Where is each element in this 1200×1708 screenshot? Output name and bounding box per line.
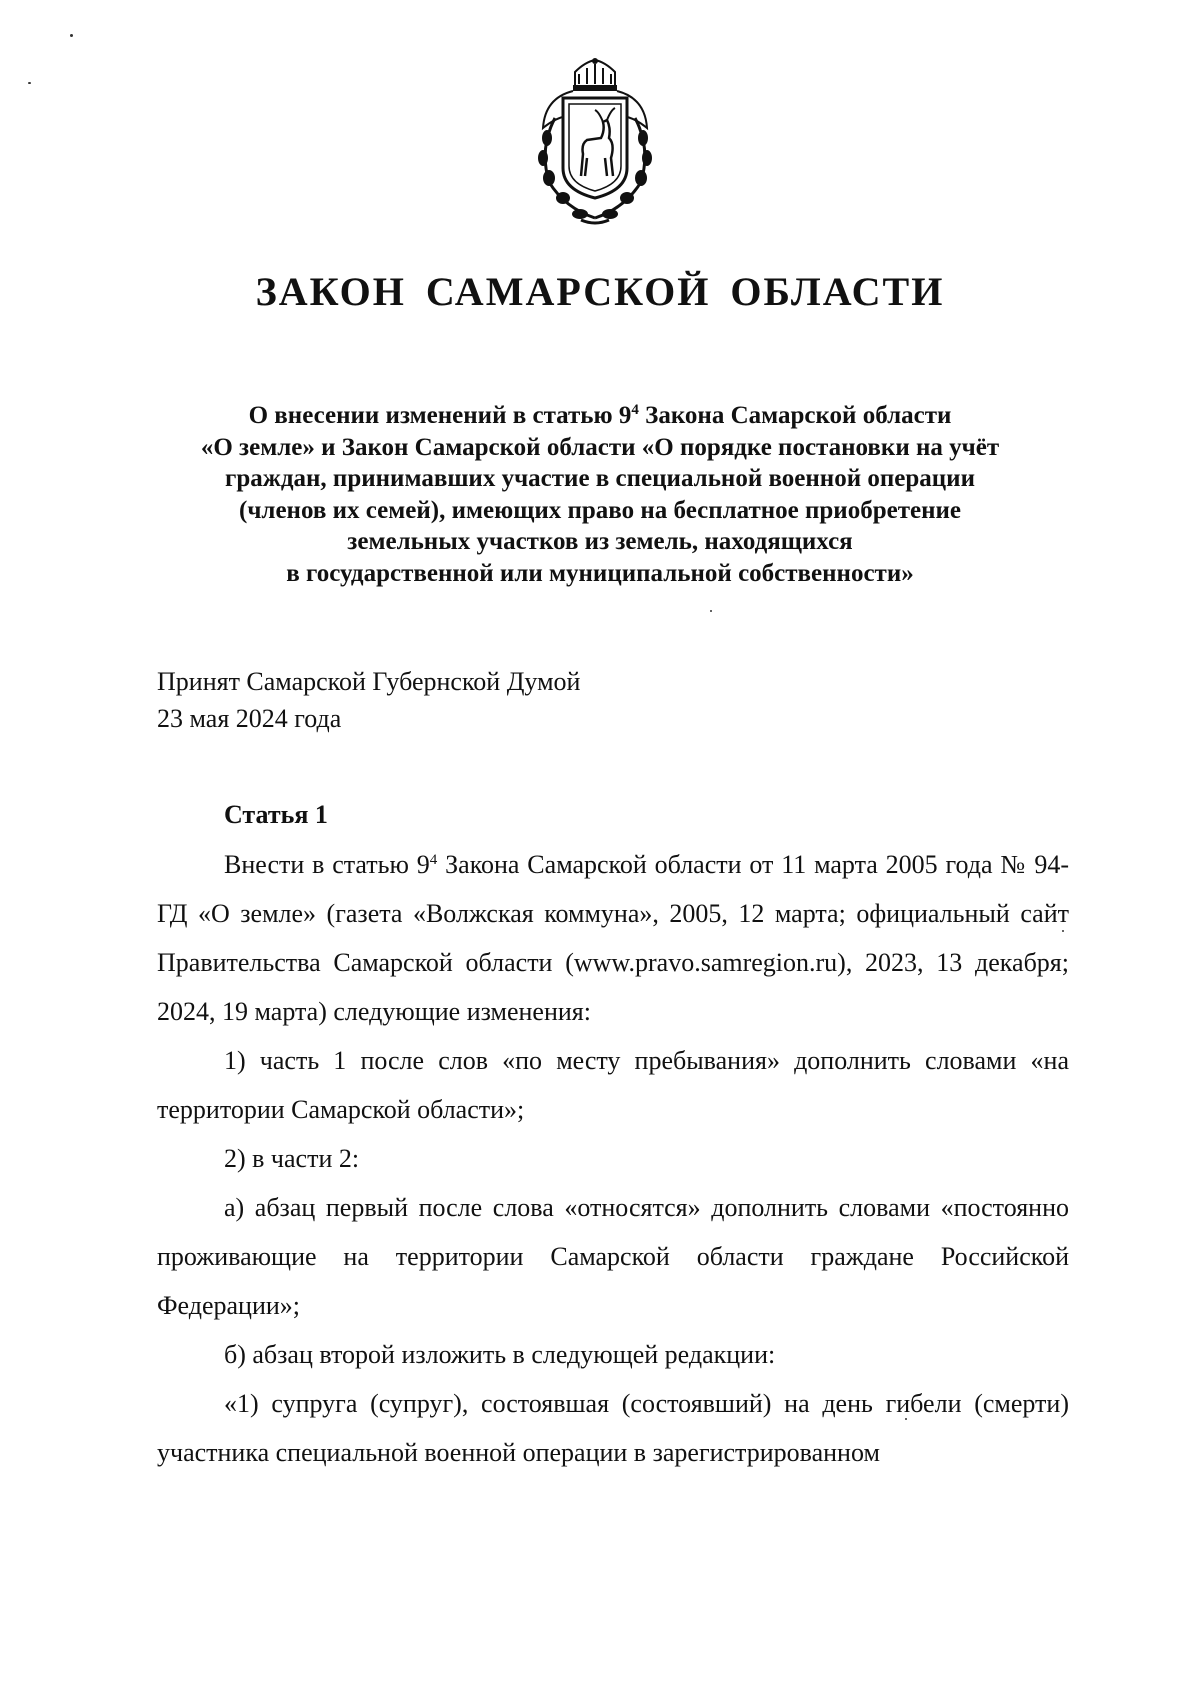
adopted-by: Принят Самарской Губернской Думой xyxy=(157,667,581,696)
scan-speck xyxy=(28,82,31,84)
scan-speck xyxy=(70,34,73,37)
amendment-item-2b-text: «1) супруга (супруг), состоявшая (состоявший) на день гибели (смерти) участника специальной военной операции в зарегистрированном xyxy=(157,1389,1069,1467)
adoption-info xyxy=(157,663,580,737)
law-subtitle xyxy=(140,400,1060,589)
amendment-item-2: 2) в части 2: xyxy=(224,1144,360,1173)
superscript: 4 xyxy=(429,852,438,868)
amendment-item-1: 1) часть 1 после слов «по месту пребывания» дополнить словами «на территории Самарской области»; xyxy=(157,1046,1069,1124)
coat-of-arms-emblem xyxy=(525,58,665,228)
subtitle-line: земельных участков из земель, находящихся xyxy=(347,528,853,555)
article-intro: Внести в статью $9^4$ Закона Самарской области от 11 марта 2005 года № 94-ГД «О земле» (газета «Волжская коммуна», 2005, 12 марта; официальный сайт Правительства Самарской области (www.pravo.samregion.ru), 2023, 13 декабря; 2024, 19 марта) следующие изменения: xyxy=(157,850,1069,1026)
subtitle-line: (членов их семей), имеющих право на бесплатное приобретение xyxy=(239,496,961,524)
subtitle-line: О внесении изменений в статью $9^4$ Закона Самарской области xyxy=(248,402,952,429)
article-title: Статья 1 xyxy=(224,800,328,829)
law-title: ЗАКОН САМАРСКОЙ ОБЛАСТИ xyxy=(255,269,945,314)
document-body xyxy=(157,790,1069,1477)
adopted-date: 23 мая 2024 года xyxy=(157,704,342,733)
subtitle-line: в государственной или муниципальной собственности» xyxy=(286,559,914,587)
superscript: 4 xyxy=(631,402,639,418)
amendment-item-2b: б) абзац второй изложить в следующей редакции: xyxy=(224,1340,776,1369)
subtitle-line: «О земле» и Закон Самарской области «О порядке постановки на учёт xyxy=(200,433,1000,461)
subtitle-line: граждан, принимавших участие в специальной военной операции xyxy=(225,465,975,492)
scan-speck xyxy=(710,610,712,612)
amendment-item-2a: а) абзац первый после слова «относятся» дополнить словами «постоянно проживающие на территории Самарской области граждане Российской Федерации»; xyxy=(157,1193,1069,1320)
